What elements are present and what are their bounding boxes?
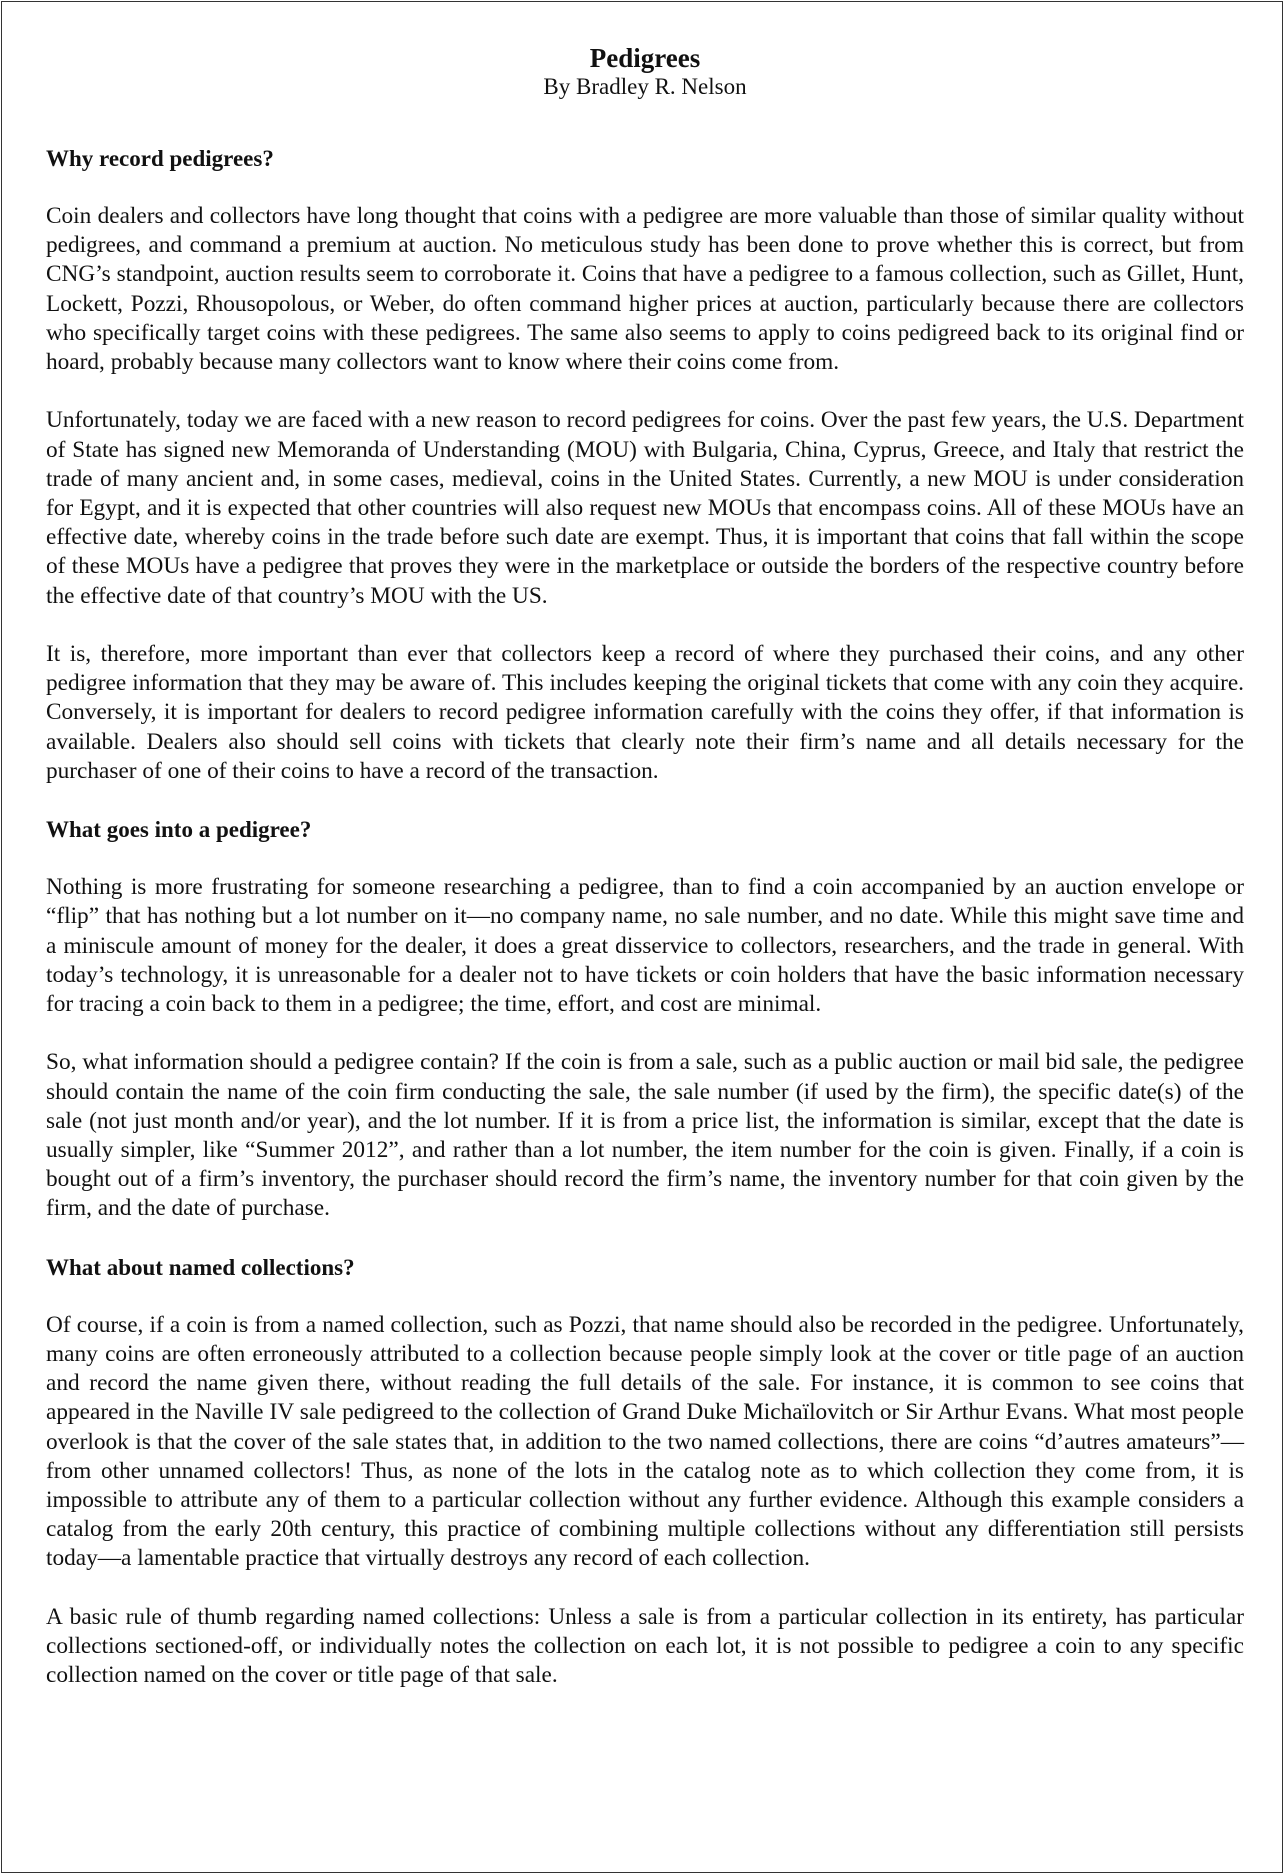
paragraph: So, what information should a pedigree contain? If the coin is from a sale, such as a public auction or mail bid sale, the pedigree should contain the name of the coin firm conducting the sale, the sale number (if used by the firm), the specific date(s) of the sale (not just month and/or year), and the lot number. If it is from a price list, the information is similar, except that the date is usually simpler, like “Summer 2012”, and rather than a lot number, the item number for the coin is given. Finally, if a coin is bought out of a firm’s inventory, the purchaser should record the firm’s name, the inventory number for that coin given by the firm, and the date of purchase. bbox=[46, 1049, 1244, 1222]
paragraph: Of course, if a coin is from a named collection, such as Pozzi, that name should also be recorded in the pedigree. Unfortunately, many coins are often erroneously attributed to a collection because people simply look at the cover or title page of an auction and record the name given there, without reading the full details of the sale. For instance, it is common to see coins that appeared in the Naville IV sale pedigreed to the collection of Grand Duke Michaïlovitch or Sir Arthur Evans. What most people overlook is that the cover of the sale states that, in addition to the two named collections, there are coins “d’autres amateurs”—from other unnamed collectors! Thus, as none of the lots in the catalog note as to which collection they come from, it is impossible to attribute any of them to a particular collection without any further evidence. Although this example considers a catalog from the early 20th century, this practice of combining multiple collections without any differentiation still persists today—a lamentable practice that virtually destroys any record of each collection. bbox=[46, 1311, 1244, 1572]
document-title: Pedigrees bbox=[589, 43, 701, 73]
document-page bbox=[1, 1, 1283, 1873]
paragraph: A basic rule of thumb regarding named collections: Unless a sale is from a particular collection in its entirety, has particular collections sectioned-off, or individually notes the collection on each lot, it is not possible to pedigree a coin to any specific collection named on the cover or title page of that sale. bbox=[46, 1603, 1244, 1689]
section-heading: Why record pedigrees? bbox=[46, 146, 274, 171]
section-why-record bbox=[46, 144, 1244, 786]
paragraph: Nothing is more frustrating for someone researching a pedigree, than to find a coin accompanied by an auction envelope or “flip” that has nothing but a lot number on it—no company name, no sale number, and no date. While this might save time and a miniscule amount of money for the dealer, it does a great disservice to collectors, researchers, and the trade in general. With today’s technology, it is unreasonable for a dealer not to have tickets or coin holders that have the basic information necessary for tracing a coin back to them in a pedigree; the time, effort, and cost are minimal. bbox=[46, 874, 1244, 1018]
author-byline: By Bradley R. Nelson bbox=[543, 74, 747, 99]
paragraph: Coin dealers and collectors have long thought that coins with a pedigree are more valuable than those of similar quality without pedigrees, and command a premium at auction. No meticulous study has been done to prove whether this is correct, but from CNG’s standpoint, auction results seem to corroborate it. Coins that have a pedigree to a famous collection, such as Gillet, Hunt, Lockett, Pozzi, Rhousopolous, or Weber, do often command higher prices at auction, particularly because there are collectors who specifically target coins with these pedigrees. The same also seems to apply to coins pedigreed back to its original find or hoard, probably because many collectors want to know where their coins come from. bbox=[46, 203, 1244, 376]
paragraph: Unfortunately, today we are faced with a new reason to record pedigrees for coins. Over the past few years, the U.S. Department of State has signed new Memoranda of Understanding (MOU) with Bulgaria, China, Cyprus, Greece, and Italy that restrict the trade of many ancient and, in some cases, medieval, coins in the United States. Currently, a new MOU is under consideration for Egypt, and it is expected that other countries will also request new MOUs that encompass coins. All of these MOUs have an effective date, whereby coins in the trade before such date are exempt. Thus, it is important that coins that fall within the scope of these MOUs have a pedigree that proves they were in the marketplace or outside the borders of the respective country before the effective date of that country’s MOU with the US. bbox=[46, 407, 1244, 609]
section-named-collections bbox=[46, 1253, 1244, 1691]
section-what-goes-into bbox=[46, 815, 1244, 1223]
section-heading: What goes into a pedigree? bbox=[46, 817, 312, 843]
document-body bbox=[46, 42, 1244, 1720]
section-heading: What about named collections? bbox=[46, 1254, 355, 1280]
paragraph: It is, therefore, more important than ever that collectors keep a record of where they purchased their coins, and any other pedigree information that they may be aware of. This includes keeping the original tickets that come with any coin they acquire. Conversely, it is important for dealers to record pedigree information carefully with the coins they offer, if that information is available. Dealers also should sell coins with tickets that clearly note their firm’s name and all details necessary for the purchaser of one of their coins to have a record of the transaction. bbox=[46, 641, 1244, 784]
